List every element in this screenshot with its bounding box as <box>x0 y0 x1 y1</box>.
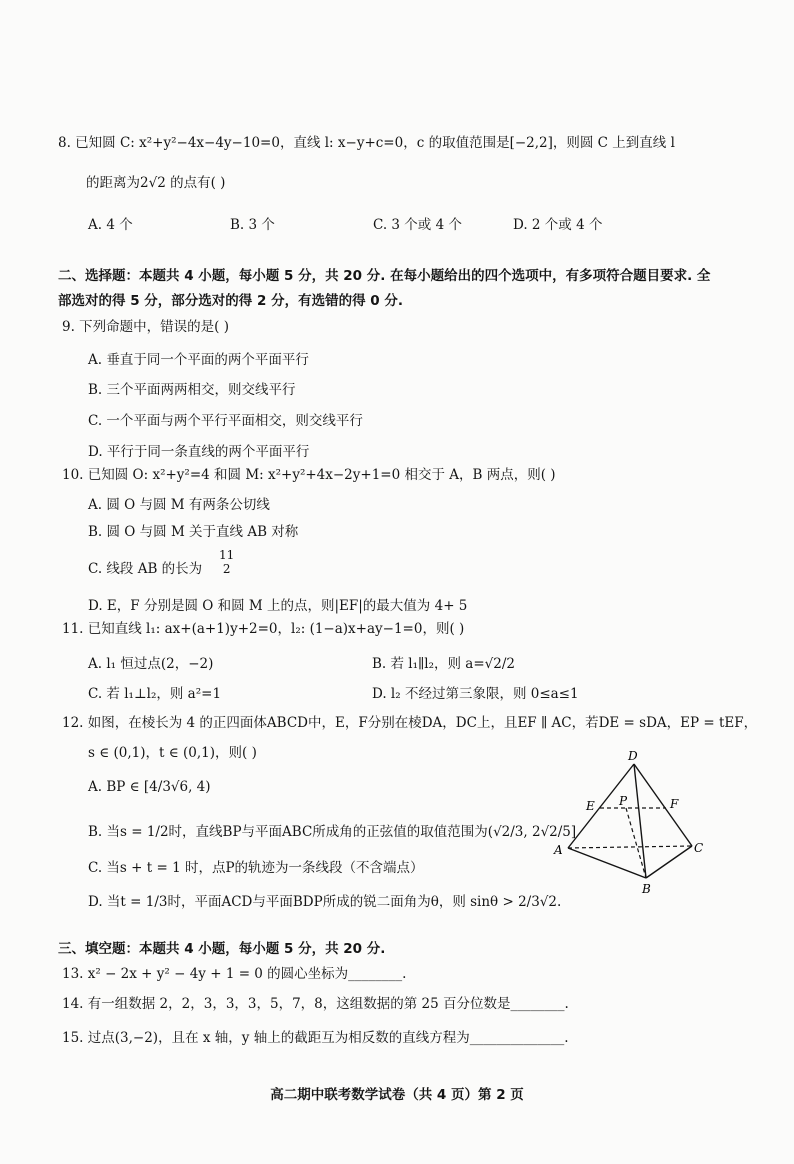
q9-option-a: A. 垂直于同一个平面的两个平面平行 <box>88 352 309 368</box>
q10-option-a: A. 圆 O 与圆 M 有两条公切线 <box>88 497 270 513</box>
page-footer: 高二期中联考数学试卷（共 4 页）第 2 页 <box>270 1087 524 1103</box>
edge-ac <box>568 846 692 848</box>
q11-option-c: C. 若 l₁⊥l₂，则 a²=1 <box>88 686 222 702</box>
q8-option-c: C. 3 个或 4 个 <box>373 217 462 233</box>
q12-option-b: B. 当s = 1/2时，直线BP与平面ABC所成角的正弦值的取值范围为(√2/3, 2√2/5] <box>88 824 577 840</box>
q12-option-d: D. 当t = 1/3时，平面ACD与平面BDP所成的锐二面角为θ，则 sinθ > 2/3√2. <box>88 894 562 910</box>
q10-stem: 10. 已知圆 O: x²+y²=4 和圆 M: x²+y²+4x−2y+1=0 相交于 A，B 两点，则( ) <box>62 467 556 483</box>
q9-option-c: C. 一个平面与两个平行平面相交，则交线平行 <box>88 413 363 429</box>
q11-stem: 11. 已知直线 l₁: ax+(a+1)y+2=0，l₂: (1−a)x+ay−1=0，则( ) <box>62 621 465 637</box>
q8-stem-line1: 8. 已知圆 C: x²+y²−4x−4y−10=0，直线 l: x−y+c=0，c 的取值范围是[−2,2]，则圆 C 上到直线 l <box>58 135 675 151</box>
q9-option-d: D. 平行于同一条直线的两个平面平行 <box>88 444 310 460</box>
q8-stem-line2: 的距离为2√2 的点有( ) <box>86 175 226 191</box>
q12-option-c: C. 当s + t = 1 时，点P的轨迹为一条线段（不含端点） <box>88 860 424 876</box>
q10-fraction-denominator: 2 <box>222 562 231 576</box>
section2-heading-line1: 二、选择题：本题共 4 小题，每小题 5 分，共 20 分. 在每小题给出的四个选项中，有多项符合题目要求. 全 <box>58 268 711 284</box>
q10-fraction-numerator: 11 <box>219 548 235 562</box>
q10-option-b: B. 圆 O 与圆 M 关于直线 AB 对称 <box>88 524 299 540</box>
edge-cb <box>646 846 692 878</box>
q8-option-d: D. 2 个或 4 个 <box>513 217 603 233</box>
q10-option-c-fraction <box>219 548 234 576</box>
label-a: A <box>554 843 563 857</box>
q8-option-b: B. 3 个 <box>230 217 275 233</box>
q11-option-a: A. l₁ 恒过点(2，−2) <box>88 656 214 672</box>
q9-option-b: B. 三个平面两两相交，则交线平行 <box>88 382 296 398</box>
label-c: C <box>694 841 704 855</box>
q14: 14. 有一组数据 2，2，3，3，3，5，7，8，这组数据的第 25 百分位数是________. <box>62 996 569 1012</box>
tetrahedron-figure <box>548 748 718 898</box>
label-b: B <box>642 882 651 896</box>
q12-stem-line2: s ∈ (0,1)，t ∈ (0,1)，则( ) <box>88 745 257 761</box>
section2-heading-line2: 部选对的得 5 分，部分选对的得 2 分，有选错的得 0 分. <box>58 293 404 309</box>
section3-heading: 三、填空题：本题共 4 小题，每小题 5 分，共 20 分. <box>58 941 386 957</box>
label-d: D <box>628 749 638 763</box>
q13: 13. x² − 2x + y² − 4y + 1 = 0 的圆心坐标为________. <box>62 966 407 982</box>
edge-db <box>634 764 646 878</box>
edge-dc <box>634 764 692 846</box>
q12-option-a: A. BP ∈ [4/3√6, 4) <box>88 779 211 795</box>
q11-option-b: B. 若 l₁∥l₂，则 a=√2/2 <box>372 656 515 672</box>
q12-stem-line1: 12. 如图，在棱长为 4 的正四面体ABCD中，E，F分别在棱DA，DC上，且EF ∥ AC，若DE = sDA，EP = tEF， <box>62 715 758 731</box>
label-f: F <box>670 797 679 811</box>
q10-option-c: C. 线段 AB 的长为 <box>88 561 203 577</box>
label-p: P <box>619 794 628 808</box>
q8-option-a: A. 4 个 <box>88 217 133 233</box>
q10-option-d: D. E，F 分别是圆 O 和圆 M 上的点，则|EF|的最大值为 4+ 5 <box>88 598 468 614</box>
label-e: E <box>586 799 595 813</box>
q15: 15. 过点(3,−2)，且在 x 轴，y 轴上的截距互为相反数的直线方程为______________. <box>62 1030 569 1046</box>
edge-ab <box>568 848 646 878</box>
q9-stem: 9. 下列命题中，错误的是( ) <box>62 319 229 335</box>
q11-option-d: D. l₂ 不经过第三象限，则 0≤a≤1 <box>372 686 579 702</box>
